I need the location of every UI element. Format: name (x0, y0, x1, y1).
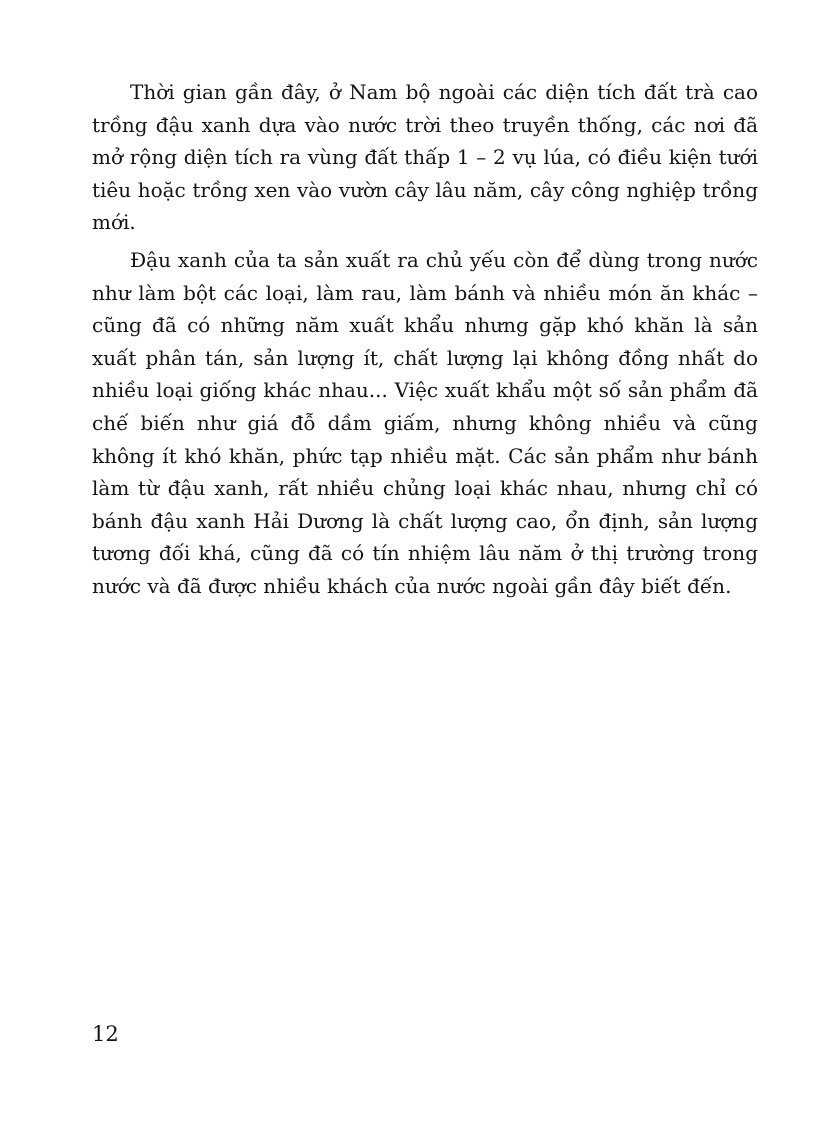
paragraph-1: Thời gian gần đây, ở Nam bộ ngoài các diện tích đất trà cao trồng đậu xanh dựa vào nước trời theo truyền thống, các nơi đã mở rộng diện tích ra vùng đất thấp 1 – 2 vụ lúa, có điều kiện tưới tiêu hoặc trồng xen vào vườn cây lâu năm, cây công nghiệp trồng mới. (92, 80, 758, 235)
body-text (92, 76, 758, 608)
page-number: 12 (92, 1022, 119, 1046)
paragraph-2: Đậu xanh của ta sản xuất ra chủ yếu còn để dùng trong nước như làm bột các loại, làm rau, làm bánh và nhiều món ăn khác – cũng đã có những năm xuất khẩu nhưng gặp khó khăn là sản xuất phân tán, sản lượng ít, chất lượng lại không đồng nhất do nhiều loại giống khác nhau... Việc xuất khẩu một số sản phẩm đã chế biến như giá đỗ dầm giấm, nhưng không nhiều và cũng không ít khó khăn, phức tạp nhiều mặt. Các sản phẩm như bánh làm từ đậu xanh, rất nhiều chủng loại khác nhau, nhưng chỉ có bánh đậu xanh Hải Dương là chất lượng cao, ổn định, sản lượng tương đối khá, cũng đã có tín nhiệm lâu năm ở thị trường trong nước và đã được nhiều khách của nước ngoài gần đây biết đến. (92, 247, 758, 598)
